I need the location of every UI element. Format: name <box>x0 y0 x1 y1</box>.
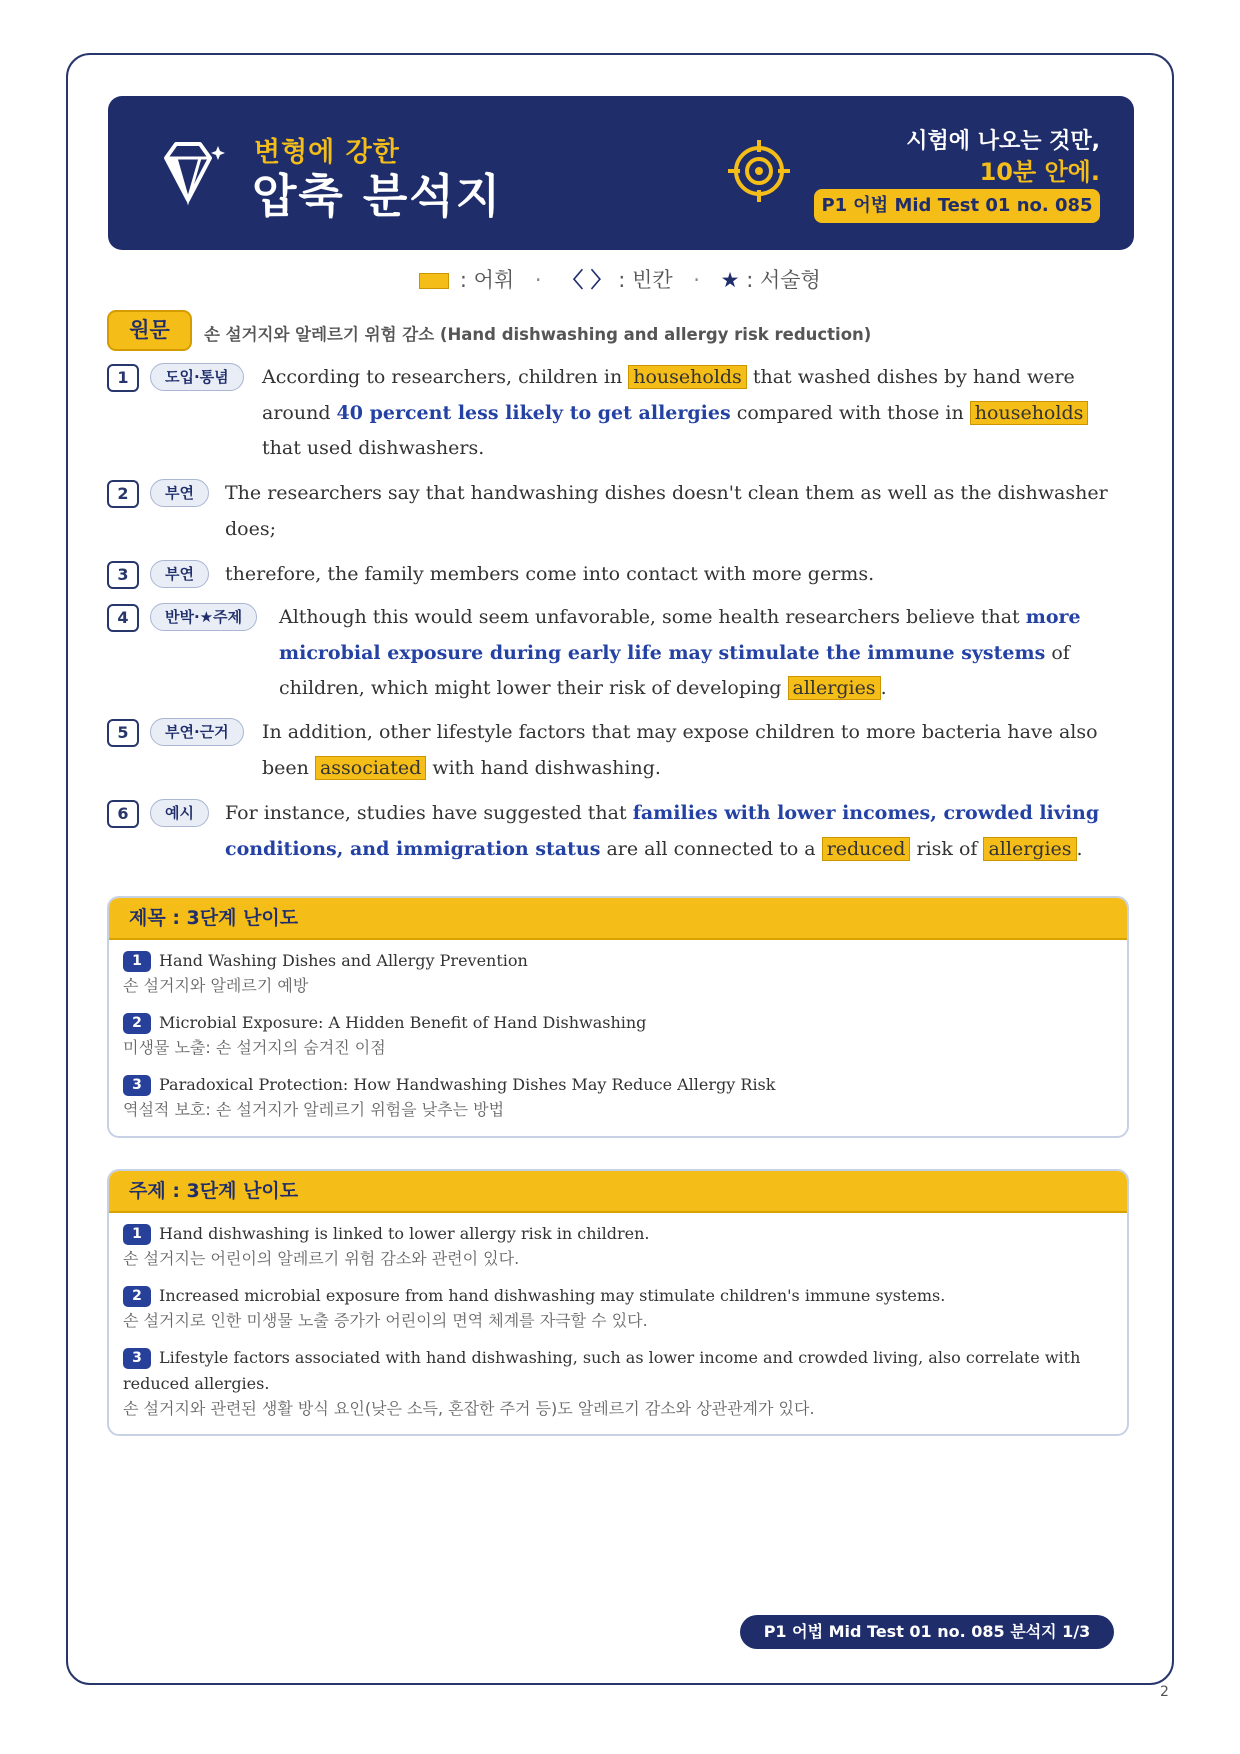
option-english: Microbial Exposure: A Hidden Benefit of Hand Dishwashing <box>159 1013 647 1032</box>
option-english: Increased microbial exposure from hand dishwashing may stimulate children's immune systems. <box>159 1286 946 1305</box>
option-number-badge: 3 <box>123 1348 151 1369</box>
sentence-number: 1 <box>107 364 139 392</box>
title-box-heading: 제목 : 3단계 난이도 <box>109 898 1127 940</box>
banner-subtitle: 변형에 강한 <box>254 137 400 168</box>
header-banner <box>108 96 1134 250</box>
key-phrase: families with lower incomes, crowded living conditions, and immigration status <box>225 802 1100 860</box>
sentence-tag: 부연 <box>150 560 209 588</box>
text-segment: are all connected to a <box>600 837 822 860</box>
page-frame <box>66 53 1174 1685</box>
text-segment: of children, which might lower their risk of developing <box>279 641 1070 699</box>
sentence-5 <box>107 715 1127 787</box>
legend-essay: : 서술형 <box>746 268 821 292</box>
text-segment: According to researchers, children in <box>262 366 629 388</box>
theme-option <box>123 1221 1113 1271</box>
text-segment: that used dishwashers. <box>262 437 485 459</box>
option-korean: 역설적 보호: 손 설거지가 알레르기 위험을 낮추는 방법 <box>123 1100 505 1119</box>
option-english: Hand dishwashing is linked to lower allergy risk in children. <box>159 1224 650 1243</box>
footer-code-badge: P1 어법 Mid Test 01 no. 085 분석지 1/3 <box>740 1615 1114 1649</box>
tagline-line2: 10분 안에. <box>979 158 1100 186</box>
target-icon <box>726 138 792 204</box>
sentence-number: 5 <box>107 719 139 747</box>
vocab-highlight: allergies <box>983 837 1076 861</box>
option-korean: 미생물 노출: 손 설거지의 숨겨진 이점 <box>123 1038 386 1057</box>
sentence-text <box>225 557 1127 593</box>
tagline-line1: 시험에 나오는 것만, <box>906 129 1100 154</box>
theme-option <box>123 1283 1113 1333</box>
legend-separator: · <box>693 268 700 292</box>
option-number-badge: 2 <box>123 1013 151 1034</box>
text-segment: that washed dishes by hand were around <box>262 366 1075 424</box>
key-phrase: 40 percent less likely to get allergies <box>336 401 731 424</box>
key-phrase: more microbial exposure during early life may stimulate the immune systems <box>279 606 1081 664</box>
sentence-text <box>262 715 1127 786</box>
title-option <box>123 1010 1113 1060</box>
text-segment: therefore, the family members come into contact with more germs. <box>225 563 875 585</box>
vocab-highlight: associated <box>315 756 426 780</box>
original-badge: 원문 <box>107 310 192 351</box>
theme-options-box <box>107 1169 1129 1436</box>
text-segment: risk of <box>910 837 984 860</box>
sentence-tag: 도입·통념 <box>150 363 244 391</box>
sentence-number: 2 <box>107 480 139 508</box>
page-number: 2 <box>1160 1684 1169 1700</box>
option-korean: 손 설거지로 인한 미생물 노출 증가가 어린이의 면역 체계를 자극할 수 있다. <box>123 1311 648 1330</box>
sentence-1 <box>107 360 1127 465</box>
text-segment: compared with those in <box>730 401 970 424</box>
legend-blank: : 빈칸 <box>618 268 673 292</box>
option-number-badge: 1 <box>123 1224 151 1245</box>
legend <box>0 264 1240 294</box>
option-english: Hand Washing Dishes and Allergy Prevention <box>159 951 528 970</box>
sentence-tag: 예시 <box>150 799 209 827</box>
title-option <box>123 948 1113 998</box>
title-option <box>123 1072 1113 1122</box>
sentence-3 <box>107 557 1127 593</box>
option-number-badge: 1 <box>123 951 151 972</box>
sentence-2 <box>107 476 1127 548</box>
sentence-tag: 부연 <box>150 479 209 507</box>
text-segment: . <box>1076 837 1083 860</box>
theme-option <box>123 1345 1113 1421</box>
vocab-highlight: households <box>628 365 747 389</box>
text-segment: . <box>880 677 887 699</box>
vocab-highlight: allergies <box>788 676 881 700</box>
option-number-badge: 3 <box>123 1075 151 1096</box>
option-korean: 손 설거지는 어린이의 알레르기 위험 감소와 관련이 있다. <box>123 1249 520 1268</box>
sentence-4 <box>107 600 1127 705</box>
sentence-text <box>225 476 1127 547</box>
angle-brackets-icon: 〈 〉 <box>562 268 612 292</box>
highlight-swatch <box>419 273 449 289</box>
text-segment: For instance, studies have suggested that <box>225 802 633 824</box>
legend-vocab: : 어휘 <box>459 268 515 292</box>
vocab-highlight: households <box>970 401 1089 425</box>
sentence-text <box>225 796 1127 867</box>
title-options-box <box>107 896 1129 1138</box>
diamond-icon <box>160 140 228 206</box>
text-segment: In addition, other lifestyle factors that may expose children to more bacteria have also been <box>262 721 1098 779</box>
text-segment: with hand dishwashing. <box>426 756 661 779</box>
option-korean: 손 설거지와 관련된 생활 방식 요인(낮은 소득, 혼잡한 주거 등)도 알레르기 감소와 상관관계가 있다. <box>123 1399 815 1418</box>
sentence-text <box>279 600 1127 707</box>
sentence-6 <box>107 796 1127 868</box>
legend-separator: · <box>534 268 542 292</box>
sentence-tag: 부연·근거 <box>150 718 244 746</box>
option-english: Lifestyle factors associated with hand dishwashing, such as lower income and crowded living, also correlate with reduced allergies. <box>123 1348 1081 1393</box>
option-korean: 손 설거지와 알레르기 예방 <box>123 976 309 995</box>
text-segment: The researchers say that handwashing dishes doesn't clean them as well as the dishwasher does; <box>225 482 1108 540</box>
test-code-badge: P1 어법 Mid Test 01 no. 085 <box>814 189 1100 223</box>
sentence-text <box>262 360 1127 467</box>
sentence-number: 3 <box>107 561 139 589</box>
star-icon: ★ <box>720 268 740 292</box>
option-number-badge: 2 <box>123 1286 151 1307</box>
banner-title: 압축 분석지 <box>252 169 503 223</box>
sentence-tag: 반박·★주제 <box>150 603 257 631</box>
original-title: 손 설거지와 알레르기 위험 감소 (Hand dishwashing and allergy risk reduction) <box>204 325 872 344</box>
vocab-highlight: reduced <box>822 837 911 861</box>
sentence-number: 6 <box>107 800 139 828</box>
theme-box-heading: 주제 : 3단계 난이도 <box>109 1171 1127 1213</box>
text-segment: Although this would seem unfavorable, some health researchers believe that <box>279 606 1026 628</box>
sentence-number: 4 <box>107 604 139 632</box>
option-english: Paradoxical Protection: How Handwashing Dishes May Reduce Allergy Risk <box>159 1075 776 1094</box>
